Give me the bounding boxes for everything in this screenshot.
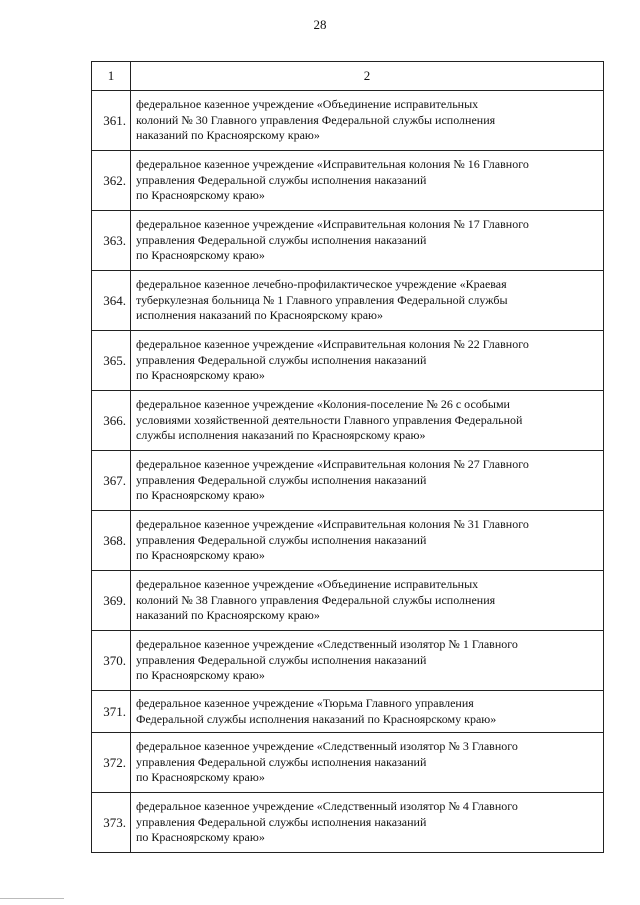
table-row [92, 511, 604, 571]
footer-rule [0, 898, 64, 899]
institution-name [131, 571, 604, 631]
institution-name-line: колоний № 30 Главного управления Федеральной службы исполнения [136, 112, 496, 127]
institution-name-line: федеральное казенное учреждение «Следственный изолятор № 3 Главного [136, 739, 518, 754]
institution-name-line: туберкулезная больница № 1 Главного управления Федеральной службы [136, 292, 508, 307]
institution-name-line: исполнения наказаний по Красноярскому краю» [136, 308, 383, 323]
institution-name [131, 331, 604, 391]
table-row [92, 391, 604, 451]
institution-name-line: по Красноярскому краю» [136, 668, 265, 683]
institution-name-line: наказаний по Красноярскому краю» [136, 128, 320, 143]
row-number: 361. [92, 91, 131, 151]
institution-name-line: управления Федеральной службы исполнения наказаний [136, 232, 427, 247]
institution-name-line: управления Федеральной службы исполнения наказаний [136, 814, 427, 829]
institution-name-line: Федеральной службы исполнения наказаний по Красноярскому краю» [136, 711, 497, 726]
institution-name-line: по Красноярскому краю» [136, 830, 265, 845]
institution-name-line: управления Федеральной службы исполнения наказаний [136, 652, 427, 667]
row-number: 373. [92, 793, 131, 853]
institution-name [131, 391, 604, 451]
institution-name-line: федеральное казенное учреждение «Исправительная колония № 17 Главного [136, 217, 529, 232]
institution-name-line: управления Федеральной службы исполнения наказаний [136, 472, 427, 487]
institution-name-line: федеральное казенное учреждение «Тюрьма Главного управления [136, 696, 474, 710]
institution-name-line: службы исполнения наказаний по Красноярскому краю» [136, 428, 426, 443]
table-body [92, 91, 604, 853]
institution-name-line: по Красноярскому краю» [136, 488, 265, 503]
institution-name [131, 511, 604, 571]
institution-name-line: федеральное казенное учреждение «Исправительная колония № 31 Главного [136, 517, 529, 532]
institution-name-line: управления Федеральной службы исполнения наказаний [136, 172, 427, 187]
institution-name [131, 271, 604, 331]
institution-name-line: управления Федеральной службы исполнения наказаний [136, 532, 427, 547]
institution-name [131, 91, 604, 151]
institutions-table [91, 61, 604, 853]
table-row [92, 733, 604, 793]
institution-name-line: федеральное казенное учреждение «Исправительная колония № 27 Главного [136, 457, 529, 472]
institution-name-line: по Красноярскому краю» [136, 248, 265, 263]
institution-name [131, 451, 604, 511]
row-number: 362. [92, 151, 131, 211]
institution-name-line: колоний № 38 Главного управления Федеральной службы исполнения [136, 592, 496, 607]
row-number: 371. [92, 691, 131, 733]
table-row [92, 211, 604, 271]
table-row [92, 451, 604, 511]
institution-name-line: федеральное казенное лечебно-профилактическое учреждение «Краевая [136, 277, 507, 292]
row-number: 366. [92, 391, 131, 451]
institution-name-line: управления Федеральной службы исполнения наказаний [136, 754, 427, 769]
table-row [92, 691, 604, 733]
row-number: 369. [92, 571, 131, 631]
table-row [92, 331, 604, 391]
table-row [92, 631, 604, 691]
institution-name-line: федеральное казенное учреждение «Исправительная колония № 22 Главного [136, 337, 529, 352]
institution-name-line: федеральное казенное учреждение «Объединение исправительных [136, 577, 479, 592]
row-number: 370. [92, 631, 131, 691]
institution-name-line: федеральное казенное учреждение «Объединение исправительных [136, 97, 479, 112]
institution-name [131, 151, 604, 211]
institution-name-line: управления Федеральной службы исполнения наказаний [136, 352, 427, 367]
table-row [92, 793, 604, 853]
row-number: 365. [92, 331, 131, 391]
institution-name [131, 211, 604, 271]
institution-name [131, 793, 604, 853]
institution-name-line: наказаний по Красноярскому краю» [136, 608, 320, 623]
page-number: 28 [313, 17, 327, 32]
row-number: 364. [92, 271, 131, 331]
institution-name-line: федеральное казенное учреждение «Следственный изолятор № 1 Главного [136, 637, 518, 652]
table-header-row [92, 62, 604, 91]
institution-name-line: по Красноярскому краю» [136, 188, 265, 203]
table-row [92, 91, 604, 151]
institution-name [131, 733, 604, 793]
row-number: 367. [92, 451, 131, 511]
row-number: 363. [92, 211, 131, 271]
institution-name-line: федеральное казенное учреждение «Следственный изолятор № 4 Главного [136, 799, 518, 814]
institution-name-line: федеральное казенное учреждение «Исправительная колония № 16 Главного [136, 157, 529, 172]
table-row [92, 571, 604, 631]
column-header-name: 2 [131, 62, 604, 91]
institution-name-line: условиями хозяйственной деятельности Главного управления Федеральной [136, 412, 523, 427]
institution-name-line: по Красноярскому краю» [136, 770, 265, 785]
institution-name [131, 691, 604, 733]
table-row [92, 271, 604, 331]
institution-name-line: по Красноярскому краю» [136, 548, 265, 563]
column-header-number: 1 [92, 62, 131, 91]
institution-name [131, 631, 604, 691]
table-row [92, 151, 604, 211]
row-number: 368. [92, 511, 131, 571]
institution-name-line: по Красноярскому краю» [136, 368, 265, 383]
row-number: 372. [92, 733, 131, 793]
institution-name-line: федеральное казенное учреждение «Колония-поселение № 26 с особыми [136, 397, 510, 412]
